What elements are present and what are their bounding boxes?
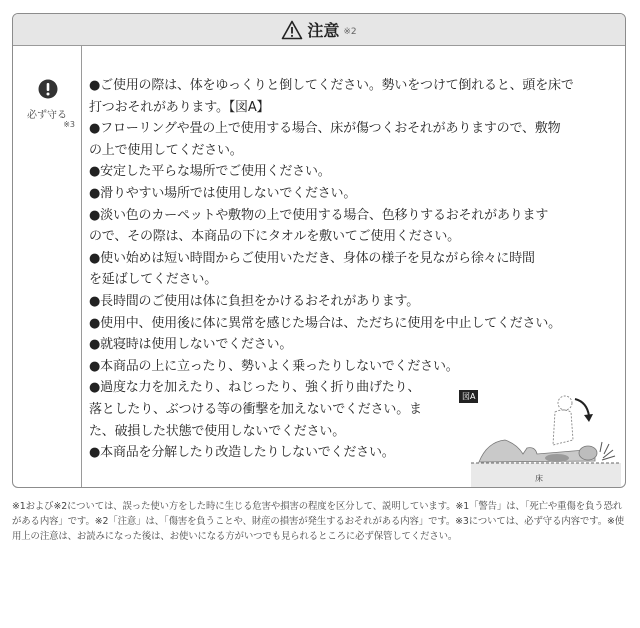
caution-line: ●ご使用の際は、体をゆっくりと倒してください。勢いをつけて倒れると、頭を床で: [89, 78, 574, 93]
caution-line: ●長時間のご使用は体に負担をかけるおそれがあります。: [89, 293, 420, 309]
caution-line: ●使用中、使用後に体に異常を感じた場合は、ただちに使用を中止してください。: [89, 315, 561, 331]
caution-line: ●就寝時は使用しないでください。: [89, 337, 293, 353]
caution-line: ●使い始めは短い時間からご使用いただき、身体の様子を見ながら徐々に時間: [89, 250, 535, 266]
must-column: [13, 46, 82, 487]
caution-line: ●安定した平らな場所でご使用ください。: [89, 164, 331, 180]
must-label: 必ず守る: [27, 110, 67, 121]
caution-line: の上で使用してください。: [89, 142, 243, 158]
caution-line: ●本商品を分解したり改造したりしないでください。: [89, 445, 395, 461]
caution-line: ので、その際は、本商品の下にタオルを敷いてご使用ください。: [89, 229, 460, 245]
warning-triangle-icon: [281, 20, 303, 40]
caution-line: ●過度な力を加えたり、ねじったり、強く折り曲げたり、: [89, 380, 421, 396]
caution-line: ●滑りやすい場所では使用しないでください。: [89, 185, 357, 201]
caution-line: 落としたり、ぶつける等の衝撃を加えないでください。ま: [89, 401, 422, 417]
must-ref: ※3: [63, 120, 75, 129]
caution-title: 注意: [307, 21, 340, 40]
figure-label: 図A: [459, 390, 478, 403]
caution-line: ●フローリングや畳の上で使用する場合、床が傷つくおそれがありますので、敷物: [89, 121, 561, 137]
caution-title-note: ※2: [343, 26, 357, 37]
caution-line: ●本商品の上に立ったり、勢いよく乗ったりしないでください。: [89, 358, 459, 374]
footnote: ※1および※2については、誤った使い方をした時に生じる危害や損害の程度を区分して、説明しています。※1「警告」は、「死亡や重傷を負う恐れがある内容」です。※2「注意」は、「傷害を負うことや、財産の損害が発生するおそれがある内容」です。※3については、必ず守る内容です。※使用上の注意は、お読みになった後は、お使いになる方がいつでも見られるところに必ず保管してください。: [12, 501, 625, 542]
exclamation-circle-icon: [38, 79, 58, 99]
caution-header: [13, 14, 625, 46]
caution-body: [13, 46, 625, 487]
caution-line: を延ばしてください。: [89, 272, 218, 288]
floor-label: 床: [535, 474, 543, 483]
caution-line: 打つおそれがあります。【図A】: [89, 99, 270, 115]
caution-line: た、破損した状態で使用しないでください。: [89, 423, 346, 439]
figure-a: [457, 390, 623, 488]
caution-box: [12, 13, 626, 488]
caution-line: ●淡い色のカーペットや敷物の上で使用する場合、色移りするおそれがあります: [89, 207, 549, 223]
